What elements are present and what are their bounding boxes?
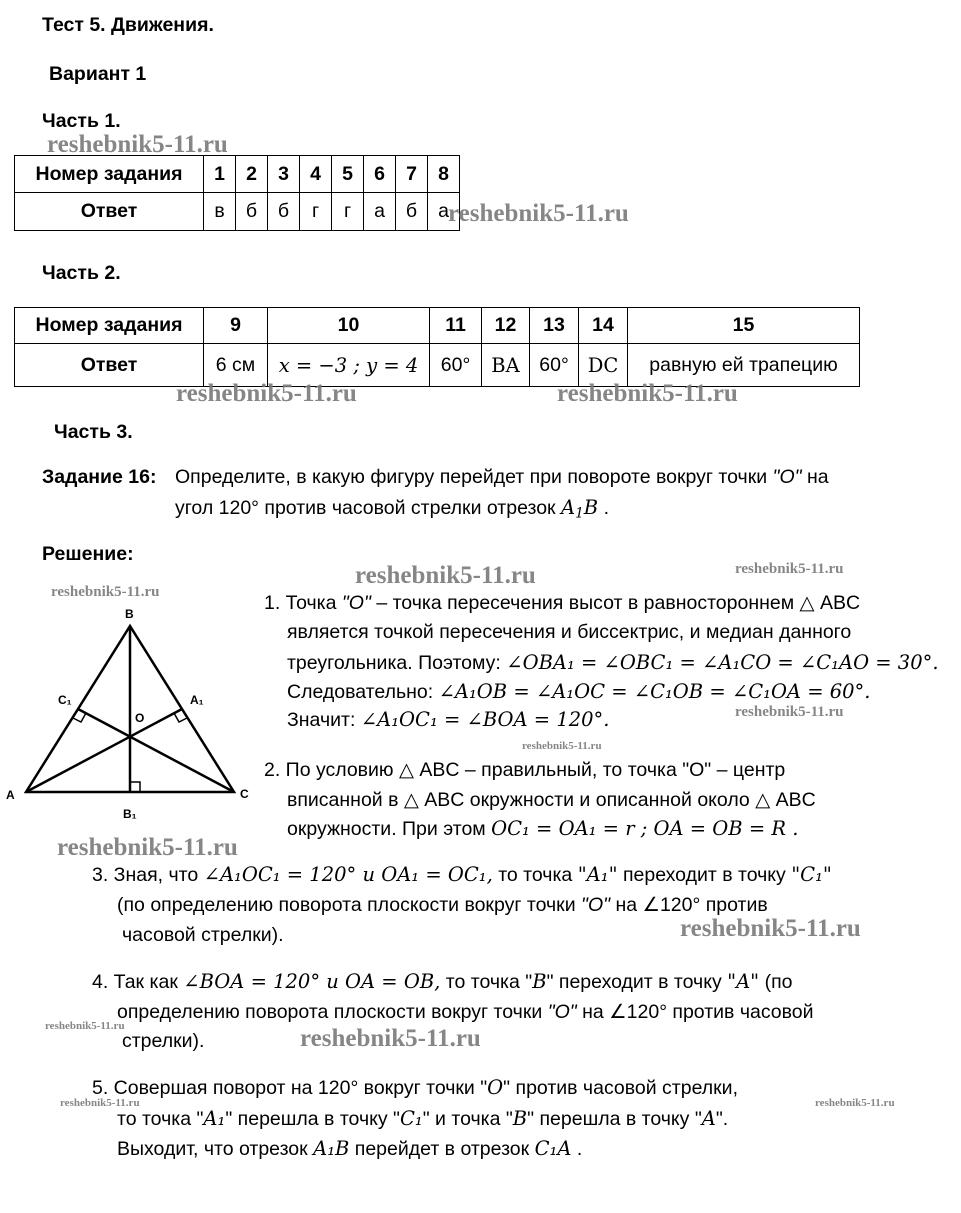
step-math: "A" (727, 970, 760, 993)
variant-heading: Вариант 1 (49, 63, 147, 85)
label-a1: A₁ (190, 693, 204, 707)
step-text: Следовательно: (287, 681, 434, 703)
step-math: ∠A₁OB = ∠A₁OC = ∠C₁OB = ∠C₁OA = 60°. (438, 680, 871, 703)
table1-answer-cell: б (396, 193, 428, 231)
step-math: OC₁ = OA₁ = r ; OA = OB = R . (491, 817, 799, 840)
table1-answer-cell: а (428, 193, 460, 231)
step-point: "O" (581, 894, 611, 916)
step-text: – точка пересечения высот в равностороннем △ ABC (376, 592, 861, 614)
step4-line3: стрелки). (122, 1030, 205, 1052)
table1-answer-label: Ответ (15, 193, 204, 231)
task16-label: Задание 16: (42, 466, 157, 488)
watermark: reshebnik5-11.ru (448, 200, 629, 227)
solution-heading: Решение: (42, 543, 134, 565)
part2-heading: Часть 2. (42, 262, 121, 284)
label-a: A (6, 788, 15, 802)
table2-task-cell: 10 (268, 308, 430, 344)
label-o: O (135, 711, 145, 725)
step1-line4 (287, 680, 871, 704)
table2-answer-label: Ответ (15, 344, 204, 387)
step-text: Выходит, что отрезок (117, 1138, 308, 1160)
step2-line1: 2. По условию △ ABC – правильный, то точка "O" – центр (264, 759, 786, 781)
task16-point: "O" (772, 466, 802, 488)
table1-answer-cell: б (268, 193, 300, 231)
task16-math: B (583, 496, 599, 519)
right-angle-mark (130, 782, 140, 792)
step-text: на ∠120° против часовой (582, 1001, 814, 1023)
step-text: переходит в точку (622, 864, 786, 886)
table1-task-cell: 6 (364, 156, 396, 193)
table1-task-cell: 4 (300, 156, 332, 193)
task16-text: Определите, в какую фигуру перейдет при повороте вокруг точки (175, 466, 768, 488)
table1-answer-cell: б (236, 193, 268, 231)
step-text: окружности. При этом (287, 818, 486, 840)
task16-math: A (561, 496, 576, 519)
step4-line1 (92, 970, 792, 994)
watermark: reshebnik5-11.ru (735, 561, 844, 577)
task16-text: . (603, 497, 609, 519)
step5-line1 (92, 1076, 738, 1100)
table2-answer-cell: 60° (530, 344, 579, 387)
table2-answer-cell: x = −3 ; y = 4 (268, 344, 430, 387)
watermark: reshebnik5-11.ru (355, 562, 536, 589)
table1-task-cell: 3 (268, 156, 300, 193)
table2-answer-cell: BA (482, 344, 530, 387)
step1-line2: является точкой пересечения и биссектрис, и медиан данного (287, 621, 852, 643)
step-text: " против часовой стрелки, (503, 1077, 738, 1099)
page-title: Тест 5. Движения. (42, 14, 214, 36)
step-math: ∠BOA = 120° и OA = OB, (183, 970, 441, 993)
step-math: A (701, 1107, 716, 1130)
table2-task-cell: 13 (530, 308, 579, 344)
table1-task-cell: 8 (428, 156, 460, 193)
table1-answer-cell: г (300, 193, 332, 231)
watermark: reshebnik5-11.ru (47, 131, 228, 158)
table2-task-cell: 14 (579, 308, 628, 344)
step-text: Значит: (287, 709, 356, 731)
step5-line3 (117, 1137, 582, 1161)
table1-answer-cell: в (204, 193, 236, 231)
step-math: "C₁" (791, 863, 832, 886)
step2-line2: вписанной в △ ABC окружности и описанной около △ ABC (287, 789, 816, 811)
step-math: "A₁" (577, 863, 618, 886)
step-text: то точка (498, 864, 573, 886)
step2-line3 (287, 817, 798, 841)
step-text: перейдет в отрезок (354, 1138, 530, 1160)
step-math: ∠OBA₁ = ∠OBC₁ = ∠A₁CO = ∠C₁AO = 30°. (506, 651, 939, 674)
step-text: " переходит в точку (546, 971, 722, 993)
step-text: 3. Зная, что (92, 864, 199, 886)
step-math: ∠A₁OC₁ = 120° и OA₁ = OC₁, (203, 863, 493, 886)
step-math: B (512, 1107, 528, 1130)
table2-answer-cell: равную ей трапецию (628, 344, 860, 387)
answers-table-part1 (14, 155, 460, 231)
table1-task-label: Номер задания (15, 156, 204, 193)
step-text: то точка " (445, 971, 533, 993)
step3-line3: часовой стрелки). (122, 924, 284, 946)
step-math: ∠A₁OC₁ = ∠BOA = 120°. (360, 708, 610, 731)
step-math: C₁ (399, 1107, 423, 1130)
table1-task-cell: 5 (332, 156, 364, 193)
table2-task-cell: 12 (482, 308, 530, 344)
task16-line1 (175, 466, 829, 489)
watermark: reshebnik5-11.ru (815, 1097, 895, 1109)
step-text: (по (764, 971, 793, 993)
table1-task-cell: 1 (204, 156, 236, 193)
step-text: . (576, 1138, 583, 1160)
step-text: (по определению поворота плоскости вокруг точки (117, 894, 576, 916)
label-c: C (240, 787, 249, 801)
table1-answer-cell: а (364, 193, 396, 231)
watermark: reshebnik5-11.ru (45, 1020, 125, 1032)
watermark: reshebnik5-11.ru (51, 584, 160, 600)
part3-heading: Часть 3. (54, 421, 133, 443)
step-math: A₁ (203, 1107, 226, 1130)
step-math: B (532, 970, 547, 993)
step1-line5 (287, 708, 610, 732)
step-math: O (487, 1076, 504, 1099)
table2-task-label: Номер задания (15, 308, 204, 344)
watermark: reshebnik5-11.ru (300, 1025, 481, 1052)
step3-line2 (117, 893, 768, 917)
label-b1: B₁ (123, 807, 137, 821)
label-c1: C₁ (58, 693, 72, 707)
step-text: 1. Точка (264, 592, 337, 614)
step-point: "O" (547, 1001, 577, 1023)
watermark: reshebnik5-11.ru (60, 1097, 140, 1109)
step-text: 5. Совершая поворот на 120° вокруг точки " (92, 1077, 488, 1099)
step5-line2 (117, 1107, 728, 1131)
watermark: reshebnik5-11.ru (57, 834, 238, 861)
table2-answer-cell: 60° (430, 344, 482, 387)
task16-line2 (175, 496, 609, 520)
watermark: reshebnik5-11.ru (176, 380, 357, 407)
step3-line1 (92, 863, 832, 887)
table2-task-cell: 15 (628, 308, 860, 344)
table1-task-cell: 7 (396, 156, 428, 193)
step-math: C₁A (534, 1137, 572, 1160)
table2-answer-cell: 6 см (204, 344, 268, 387)
task16-math-sub: 1 (575, 505, 584, 522)
task16-text: на (806, 466, 829, 488)
task16-text: угол 120° против часовой стрелки отрезок (175, 497, 556, 519)
label-b: B (125, 607, 134, 621)
step-text: треугольника. Поэтому: (287, 652, 501, 674)
step4-line2 (117, 1000, 814, 1024)
watermark: reshebnik5-11.ru (735, 704, 844, 720)
step-text: 4. Так как (92, 971, 178, 993)
triangle-diagram (4, 602, 254, 832)
part1-heading: Часть 1. (42, 110, 121, 132)
watermark: reshebnik5-11.ru (680, 915, 861, 942)
step-text: то точка " (117, 1108, 204, 1130)
step1-line3 (287, 651, 939, 675)
step-point: "O" (341, 592, 371, 614)
table2-answer-cell: DC (579, 344, 628, 387)
step-text: " перешла в точку " (527, 1108, 702, 1130)
watermark: reshebnik5-11.ru (522, 740, 602, 752)
step-text: " перешла в точку " (225, 1108, 400, 1130)
step-text: ". (715, 1108, 729, 1130)
table1-task-cell: 2 (236, 156, 268, 193)
answers-table-part2 (14, 307, 860, 387)
step-text: на ∠120° против (615, 894, 768, 916)
step1-line1 (264, 591, 860, 615)
table1-answer-cell: г (332, 193, 364, 231)
table2-task-cell: 11 (430, 308, 482, 344)
table2-task-cell: 9 (204, 308, 268, 344)
step-text: " и точка " (422, 1108, 513, 1130)
watermark: reshebnik5-11.ru (557, 380, 738, 407)
step-math: A₁B (313, 1137, 350, 1160)
step-text: определению поворота плоскости вокруг точки (117, 1001, 543, 1023)
